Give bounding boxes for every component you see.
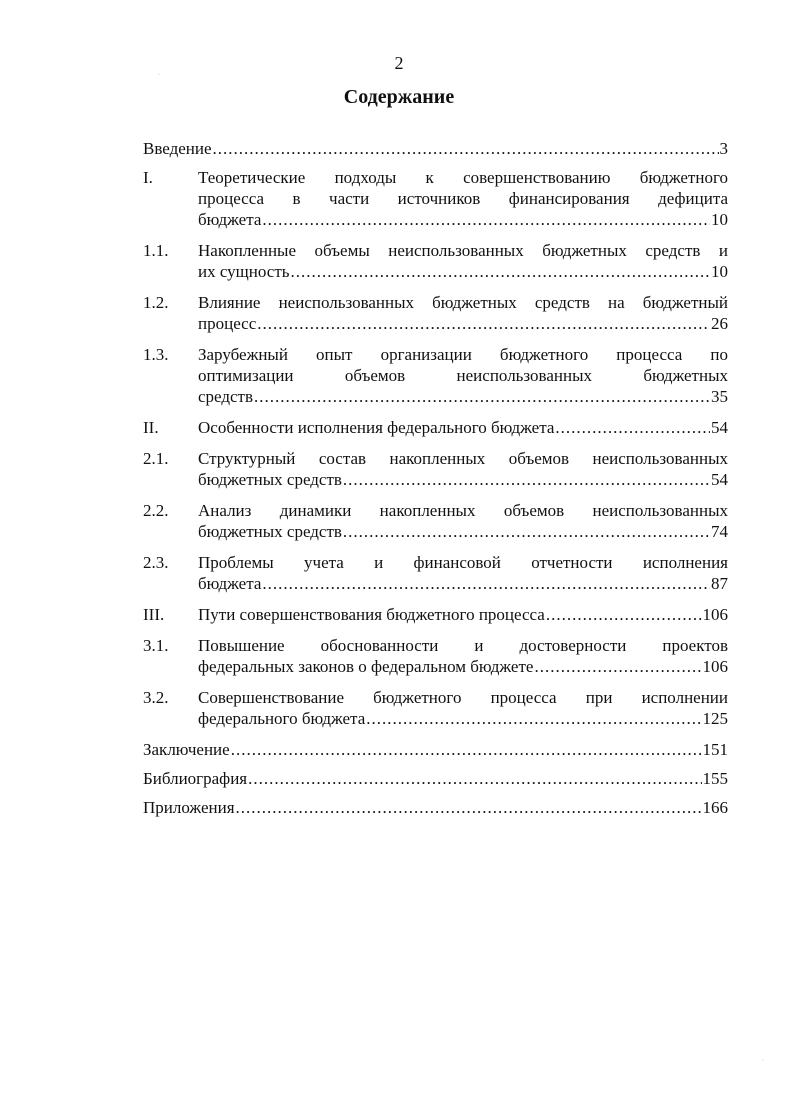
toc-entry-title: федерального бюджета: [198, 709, 366, 728]
toc-entry-line: оптимизации объемов неиспользованных бюджетных: [198, 366, 728, 385]
page-number: 2: [394, 53, 404, 73]
toc-entry-leader-line: [198, 417, 728, 438]
toc-entry-body: [143, 768, 728, 789]
toc-entry-title: Особенности исполнения федерального бюджета: [198, 418, 555, 437]
toc-entry-leader-line: [143, 768, 728, 789]
toc-entry-page: 26: [711, 314, 728, 333]
toc-entry: [143, 344, 728, 407]
toc-entry-body: [143, 739, 728, 760]
toc-entry-body: [198, 604, 728, 625]
toc-entry-page: 106: [702, 657, 728, 676]
dot-leader: [546, 604, 702, 625]
toc-entry-body: [198, 448, 728, 490]
toc-entry-title: Приложения: [143, 798, 235, 817]
toc-entry: [143, 138, 728, 159]
dot-leader: [213, 138, 719, 159]
toc-entry-number: 2.1.: [143, 449, 169, 468]
scan-speck: ·: [762, 1058, 764, 1064]
dot-leader: [257, 313, 710, 334]
toc-entry: [143, 448, 728, 490]
toc-entry-body: [198, 687, 728, 729]
toc-entry-page: 54: [711, 418, 728, 437]
dot-leader: [343, 469, 710, 490]
toc-entry-page: 106: [702, 605, 728, 624]
toc-entry-page: 10: [711, 262, 728, 281]
toc-entry-title: Заключение: [143, 740, 230, 759]
toc-entry-body: [198, 292, 728, 334]
toc-entry-title: бюджета: [198, 210, 262, 229]
toc-entry-leader-line: [198, 656, 728, 677]
toc-entry-title: федеральных законов о федеральном бюджете: [198, 657, 534, 676]
toc-entry-title: средств: [198, 387, 254, 406]
toc-entry-number: III.: [143, 605, 165, 624]
toc-entry-body: [198, 240, 728, 282]
toc-entry-title: процесс: [198, 314, 257, 333]
toc-entry-leader-line: [198, 521, 728, 542]
toc-entry-body: [143, 797, 728, 818]
toc-entry-number: 3.1.: [143, 636, 169, 655]
dot-leader: [366, 708, 701, 729]
toc-entry-page: 54: [711, 470, 728, 489]
toc-entry-leader-line: [198, 604, 728, 625]
toc-entry: [143, 768, 728, 789]
toc-entry: [143, 797, 728, 818]
toc-entry-line: Совершенствование бюджетного процесса при исполнении: [198, 688, 728, 707]
toc-entry: [143, 635, 728, 677]
toc-entry-line: Проблемы учета и финансовой отчетности исполнения: [198, 553, 728, 572]
toc-entry: [143, 292, 728, 334]
toc-entry-body: [143, 138, 728, 159]
toc-entry: [143, 167, 728, 230]
dot-leader: [248, 768, 701, 789]
toc-entry-title: бюджетных средств: [198, 522, 342, 541]
dot-leader: [343, 521, 710, 542]
toc-entry-leader-line: [143, 739, 728, 760]
toc-entry: [143, 739, 728, 760]
toc-entry-leader-line: [143, 797, 728, 818]
toc-entry-page: 125: [702, 709, 728, 728]
dot-leader: [534, 656, 701, 677]
toc-entry-page: 87: [711, 574, 728, 593]
toc-entry-line: Зарубежный опыт организации бюджетного процесса по: [198, 345, 728, 364]
toc-entry-leader-line: [198, 313, 728, 334]
toc-entry-line: процесса в части источников финансирования дефицита: [198, 189, 728, 208]
dot-leader: [555, 417, 710, 438]
toc-entry-line: Структурный состав накопленных объемов неиспользованных: [198, 449, 728, 468]
toc-entry: [143, 240, 728, 282]
toc-entry: [143, 500, 728, 542]
toc-entry-page: 74: [711, 522, 728, 541]
toc-entry-number: 2.3.: [143, 553, 169, 572]
toc-entry-body: [198, 635, 728, 677]
dot-leader: [236, 797, 702, 818]
toc-entry-line: Влияние неиспользованных бюджетных средств на бюджетный: [198, 293, 728, 312]
toc-entry-body: [198, 500, 728, 542]
dot-leader: [262, 573, 710, 594]
toc-entry-number: 3.2.: [143, 688, 169, 707]
toc-entry-number: 2.2.: [143, 501, 169, 520]
toc-entry-page: 166: [702, 798, 728, 817]
toc-entry: [143, 687, 728, 729]
toc-entry-leader-line: [198, 386, 728, 407]
toc-entry-number: 1.3.: [143, 345, 169, 364]
toc-entry-title: их сущность: [198, 262, 290, 281]
toc-entry-leader-line: [198, 209, 728, 230]
toc-entry-page: 151: [702, 740, 728, 759]
dot-leader: [231, 739, 702, 760]
toc-entry-leader-line: [143, 138, 728, 159]
toc-entry-page: 3: [719, 139, 728, 158]
toc-entry-leader-line: [198, 261, 728, 282]
dot-leader: [262, 209, 710, 230]
toc-entry-title: бюджетных средств: [198, 470, 342, 489]
toc-entry: [143, 417, 728, 438]
dot-leader: [254, 386, 710, 407]
scan-speck: ·: [158, 72, 160, 78]
toc-entry-page: 10: [711, 210, 728, 229]
toc-entry-title: Введение: [143, 139, 212, 158]
toc-entry: [143, 552, 728, 594]
toc-entry-title: бюджета: [198, 574, 262, 593]
toc-entry-line: Анализ динамики накопленных объемов неиспользованных: [198, 501, 728, 520]
toc-entry: [143, 604, 728, 625]
toc-entry-leader-line: [198, 573, 728, 594]
table-of-contents: [143, 138, 728, 826]
toc-entry-leader-line: [198, 708, 728, 729]
toc-entry-body: [198, 417, 728, 438]
toc-entry-line: Теоретические подходы к совершенствованию бюджетного: [198, 168, 728, 187]
toc-entry-page: 35: [711, 387, 728, 406]
toc-entry-number: 1.1.: [143, 241, 169, 260]
toc-entry-leader-line: [198, 469, 728, 490]
toc-entry-body: [198, 167, 728, 230]
toc-entry-title: Пути совершенствования бюджетного процесса: [198, 605, 545, 624]
toc-entry-number: I.: [143, 168, 153, 187]
toc-entry-number: II.: [143, 418, 159, 437]
toc-entry-page: 155: [702, 769, 728, 788]
toc-entry-line: Накопленные объемы неиспользованных бюджетных средств и: [198, 241, 728, 260]
dot-leader: [291, 261, 710, 282]
toc-entry-title: Библиография: [143, 769, 248, 788]
toc-entry-body: [198, 552, 728, 594]
toc-entry-number: 1.2.: [143, 293, 169, 312]
toc-entry-body: [198, 344, 728, 407]
toc-entry-line: Повышение обоснованности и достоверности проектов: [198, 636, 728, 655]
page-title: Содержание: [343, 86, 455, 108]
